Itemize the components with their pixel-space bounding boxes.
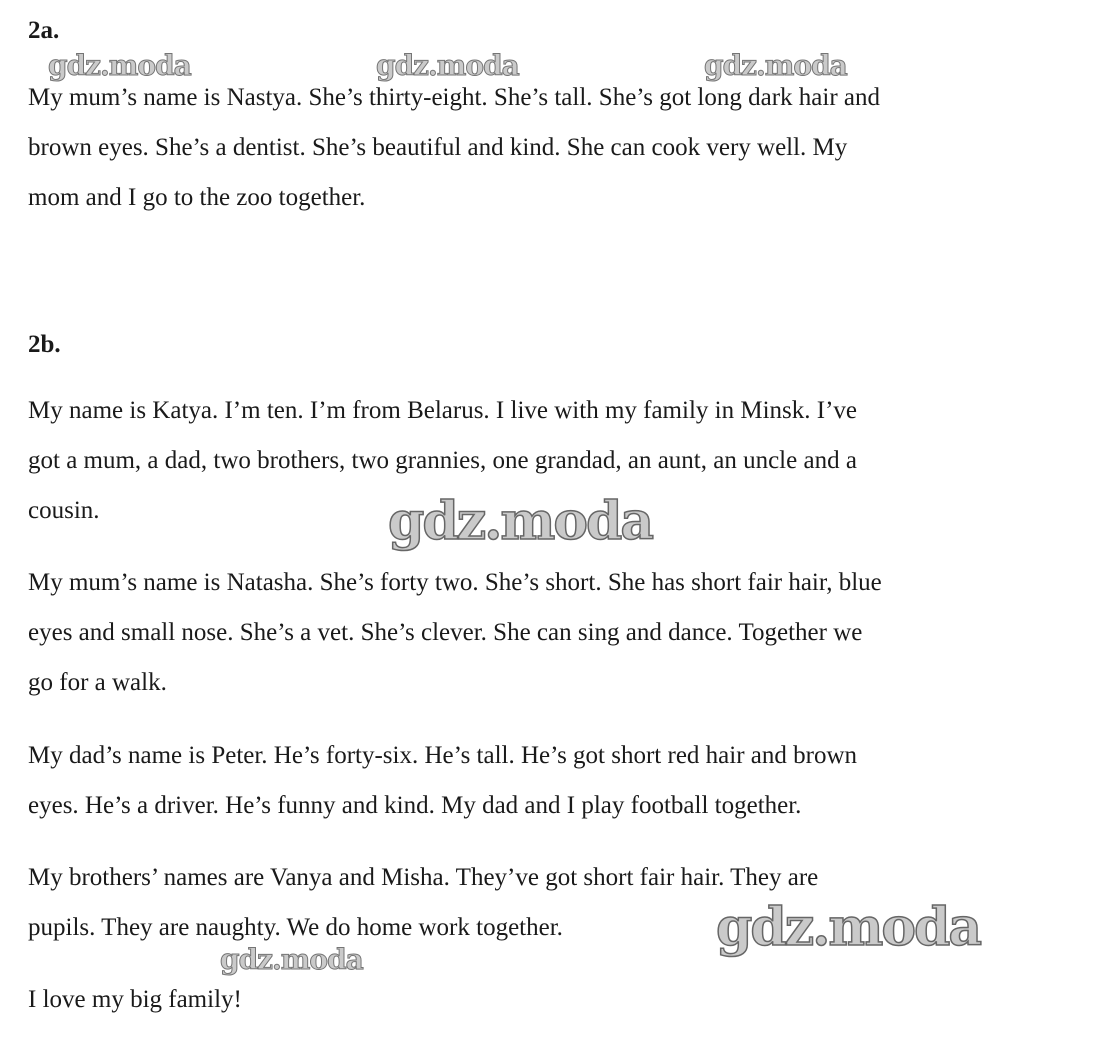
text-line: My dad’s name is Peter. He’s forty-six. He’s tall. He’s got short red hair and brown (28, 742, 858, 769)
text-line: eyes and small nose. She’s a vet. She’s clever. She can sing and dance. Together we (28, 619, 863, 646)
watermark: gdz.moda (388, 491, 653, 552)
watermark: gdz.moda (220, 943, 363, 976)
watermark: gdz.moda (716, 897, 981, 958)
text-line: go for a walk. (28, 669, 167, 696)
heading-2a: 2a. (28, 17, 60, 44)
text-line: mom and I go to the zoo together. (28, 184, 366, 211)
watermark: gdz.moda (376, 49, 519, 82)
text-line: eyes. He’s a driver. He’s funny and kind. My dad and I play football together. (28, 792, 802, 819)
heading-2b: 2b. (28, 331, 61, 358)
paragraph-brothers (28, 853, 818, 953)
paragraph-mum (28, 558, 882, 708)
watermark: gdz.moda (48, 49, 191, 82)
text-line: My mum’s name is Nastya. She’s thirty-eight. She’s tall. She’s got long dark hair and (28, 84, 880, 111)
text-line: brown eyes. She’s a dentist. She’s beautiful and kind. She can cook very well. My (28, 134, 848, 161)
paragraph-dad (28, 731, 857, 831)
text-line: My mum’s name is Natasha. She’s forty two. She’s short. She has short fair hair, blue (28, 569, 882, 596)
text-line: pupils. They are naughty. We do home work together. (28, 914, 563, 941)
text-line: cousin. (28, 497, 100, 524)
text-line: My name is Katya. I’m ten. I’m from Belarus. I live with my family in Minsk. I’ve (28, 397, 857, 424)
closing-line: I love my big family! (28, 986, 242, 1013)
text-line: got a mum, a dad, two brothers, two grannies, one grandad, an aunt, an uncle and a (28, 447, 857, 474)
text-line: My brothers’ names are Vanya and Misha. They’ve got short fair hair. They are (28, 864, 819, 891)
paragraph-2a (28, 73, 880, 223)
watermark: gdz.moda (704, 49, 847, 82)
